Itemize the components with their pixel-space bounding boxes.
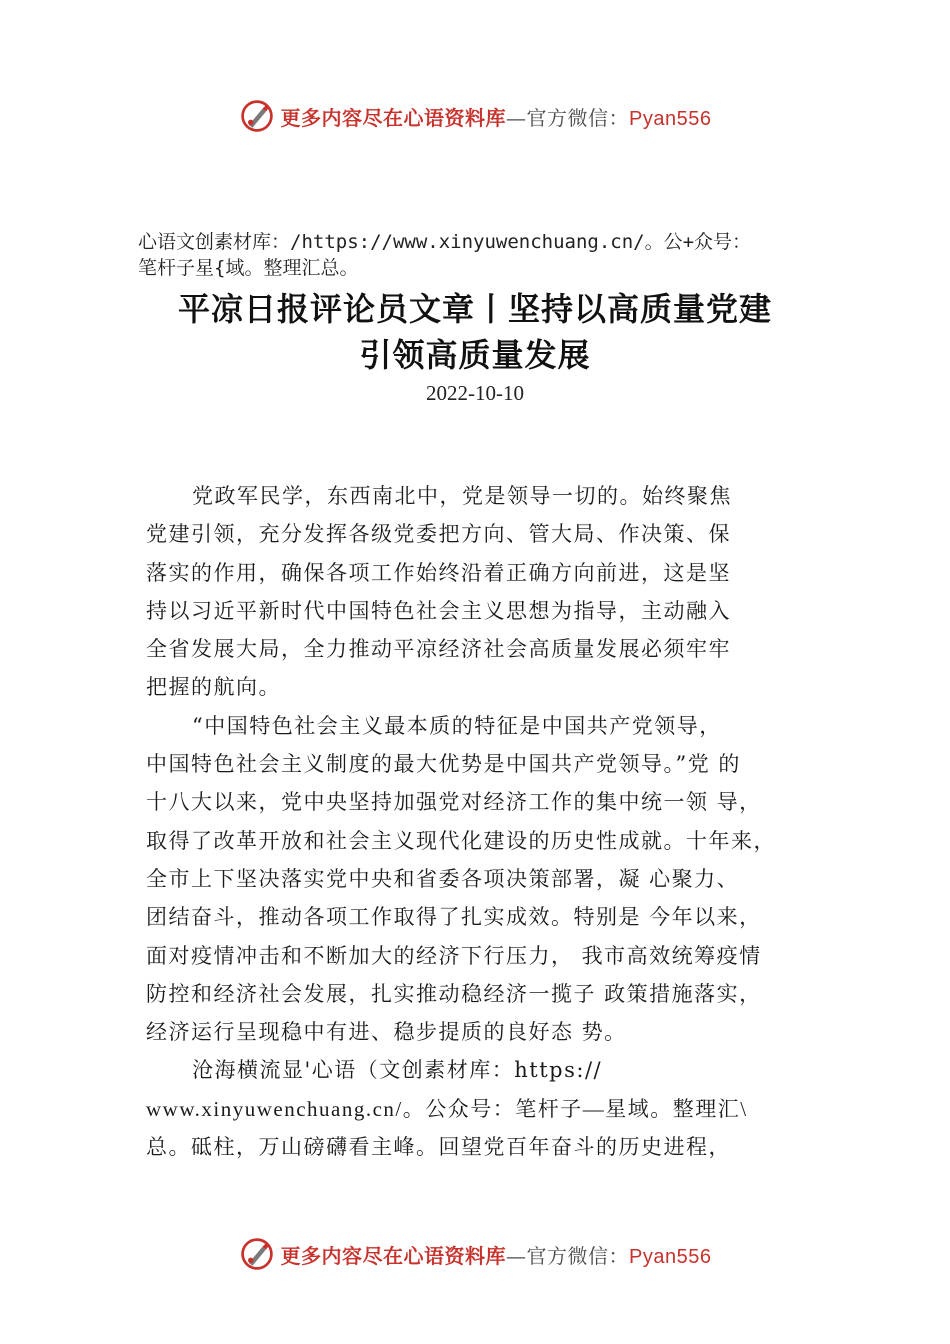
body-line: “中国特色社会主义最本质的特征是中国共产党领导， <box>192 713 722 738</box>
article-title <box>0 286 950 378</box>
banner-wechat-label: —官方微信： <box>506 105 630 130</box>
title-line-2: 引领高质量发展 <box>359 336 591 374</box>
banner-title: 更多内容尽在心语资料库 <box>280 105 507 130</box>
body-line: 团结奋斗，推动各项工作取得了扎实成效。特别是 今年以来， <box>146 905 762 930</box>
body-line: 持以习近平新时代中国特色社会主义思想为指导，主动融入 <box>146 598 731 623</box>
body-line: 党政军民学，东西南北中，党是领导一切的。始终聚焦 <box>192 484 732 508</box>
banner-text <box>281 102 712 131</box>
source-note-line: 心语文创素材库：/https://www.xinyuwenchuang.cn/。公+众号： <box>138 231 752 253</box>
body-line: 防控和经济社会发展，扎实推动稳经济一揽子 政策措施落实， <box>146 981 762 1006</box>
banner-title: 更多内容尽在心语资料库 <box>280 1243 507 1268</box>
body-line: 落实的作用，确保各项工作始终沿着正确方向前进，这是坚 <box>146 560 731 585</box>
body-line: 十八大以来，党中央坚持加强党对经济工作的集中统一领 导， <box>146 790 762 815</box>
body-line: 面对疫情冲击和不断加大的经济下行压力， 我市高效统筹疫情 <box>146 943 762 968</box>
source-note-line: 笔杆子星{域。整理汇总。 <box>138 257 359 279</box>
article-body <box>146 477 846 1166</box>
banner-wechat-id: Pyan556 <box>629 1245 712 1268</box>
body-line: 全省发展大局，全力推动平凉经济社会高质量发展必须牢牢 <box>146 637 731 662</box>
body-line: 总。砥柱，万山磅礴看主峰。回望党百年奋斗的历史进程， <box>146 1135 731 1160</box>
pen-nib-logo-icon <box>239 1236 275 1272</box>
source-note <box>138 229 850 281</box>
title-line-1: 平凉日报评论员文章丨坚持以高质量党建 <box>177 290 772 328</box>
banner-text <box>281 1240 712 1269</box>
bottom-watermark-banner <box>0 1234 950 1274</box>
body-line: 经济运行呈现稳中有进、稳步提质的良好态 势。 <box>146 1020 627 1045</box>
body-line: 沧海横流显'心语（文创素材库：https:// <box>192 1058 603 1083</box>
body-line: 党建引领，充分发挥各级党委把方向、管大局、作决策、保 <box>146 522 731 547</box>
article-date: 2022-10-10 <box>426 381 524 405</box>
banner-wechat-id: Pyan556 <box>629 107 712 130</box>
body-line: www.xinyuwenchuang.cn/。公众号：笔杆子—星域。整理汇\ <box>146 1096 748 1121</box>
body-line: 取得了改革开放和社会主义现代化建设的历史性成就。十年来， <box>146 828 776 853</box>
banner-wechat-label: —官方微信： <box>506 1243 630 1268</box>
body-line: 中国特色社会主义制度的最大优势是中国共产党领导。”党 的 <box>146 752 741 777</box>
top-watermark-banner <box>0 96 950 136</box>
body-line: 把握的航向。 <box>146 675 281 700</box>
body-line: 全市上下坚决落实党中央和省委各项决策部署，凝 心聚力、 <box>146 866 740 891</box>
pen-nib-logo-icon <box>239 98 275 134</box>
